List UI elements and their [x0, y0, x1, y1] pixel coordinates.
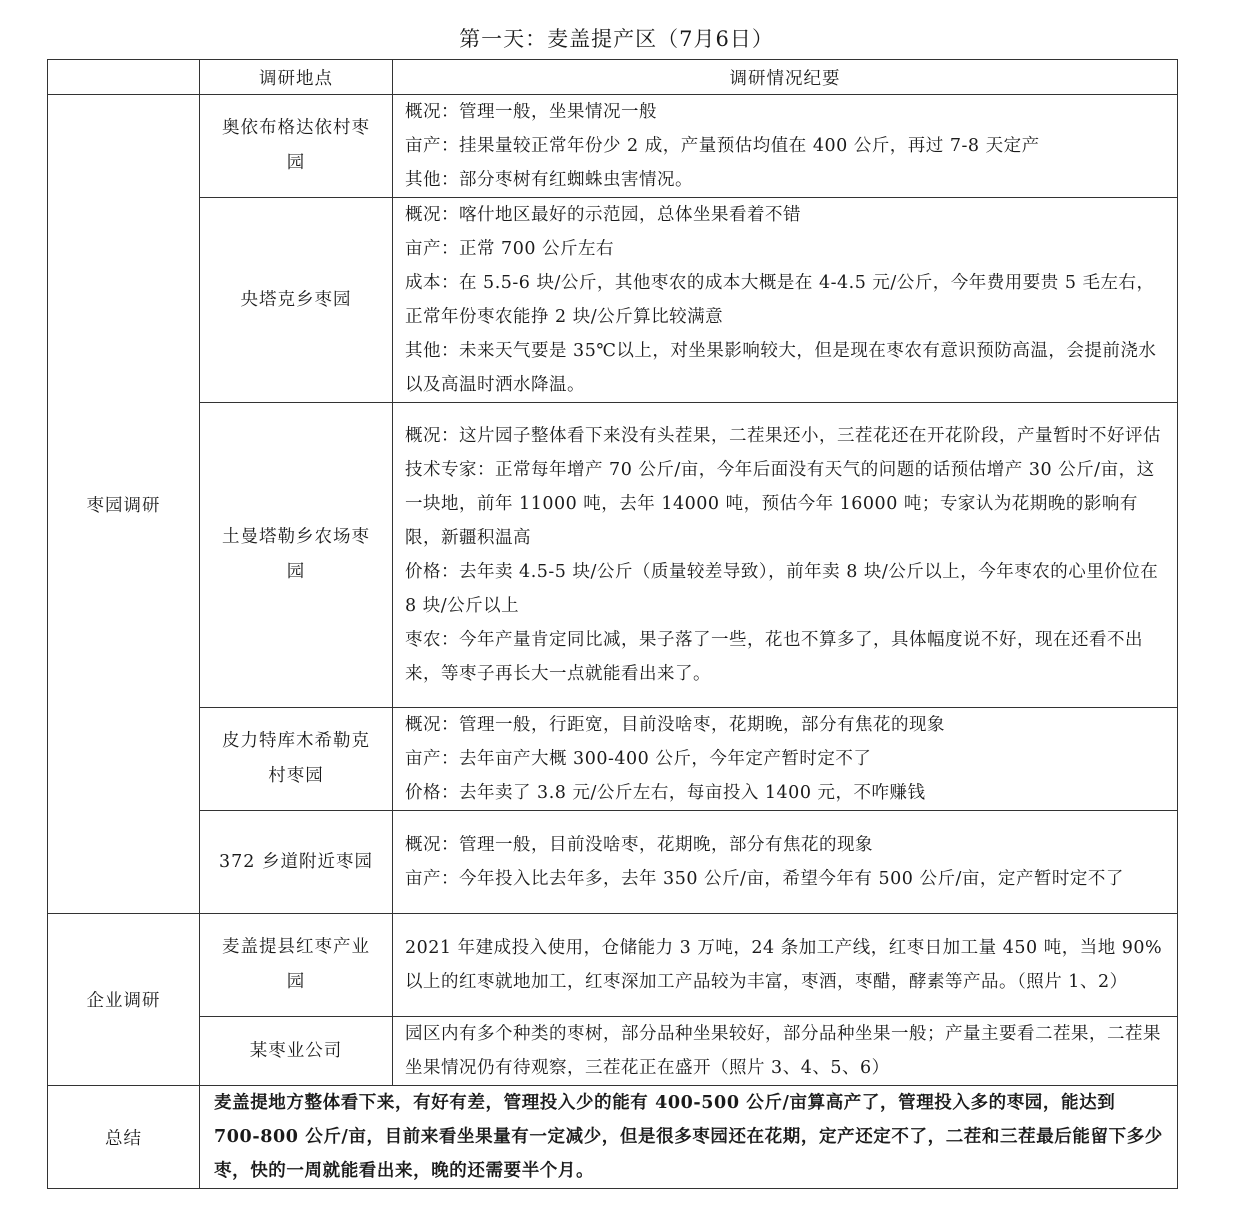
site-notes	[393, 403, 1178, 708]
survey-table	[47, 59, 1178, 1189]
site-location: 372 乡道附近枣园	[200, 811, 393, 914]
note-line: 枣农：今年产量肯定同比减，果子落了一些，花也不算多了，具体幅度说不好，现在还看不出来，等枣子再长大一点就能看出来了。	[405, 630, 1143, 684]
note-line: 概况：管理一般，行距宽，目前没啥枣，花期晚，部分有焦花的现象	[405, 715, 945, 735]
note-line: 概况：管理一般，坐果情况一般	[405, 102, 657, 122]
page-title: 第一天：麦盖提产区（7月6日）	[459, 27, 774, 51]
site-location: 皮力特库木希勒克村枣园	[200, 708, 393, 811]
note-line: 成本：在 5.5-6 块/公斤，其他枣农的成本大概是在 4-4.5 元/公斤，今年费用要贵 5 毛左右，正常年份枣农能挣 2 块/公斤算比较满意	[405, 273, 1155, 327]
summary-row	[48, 1086, 1178, 1189]
note-line: 其他：部分枣树有红蜘蛛虫害情况。	[405, 170, 693, 190]
header-blank	[48, 60, 200, 95]
site-notes	[393, 1017, 1178, 1086]
category-enterprise: 企业调研	[48, 914, 200, 1086]
site-notes	[393, 95, 1178, 198]
site-notes	[393, 198, 1178, 403]
table-row	[48, 198, 1178, 403]
note-line: 价格：去年卖 4.5-5 块/公斤（质量较差导致），前年卖 8 块/公斤以上，今年枣农的心里价位在 8 块/公斤以上	[405, 562, 1159, 616]
note-line: 技术专家：正常每年增产 70 公斤/亩，今年后面没有天气的问题的话预估增产 30 公斤/亩，这一块地，前年 11000 吨，去年 14000 吨，预估今年 16000 吨；专家认为花期晚的影响有限，新疆积温高	[405, 460, 1155, 548]
note-line: 园区内有多个种类的枣树，部分品种坐果较好，部分品种坐果一般；产量主要看二茬果，二茬果坐果情况仍有待观察，三茬花正在盛开（照片 3、4、5、6）	[405, 1024, 1161, 1078]
table-row	[48, 708, 1178, 811]
note-line: 亩产：挂果量较正常年份少 2 成，产量预估均值在 400 公斤，再过 7-8 天定产	[405, 136, 1040, 156]
note-line: 2021 年建成投入使用，仓储能力 3 万吨，24 条加工产线，红枣日加工量 450 吨，当地 90%以上的红枣就地加工，红枣深加工产品较为丰富，枣酒，枣醋，酵素等产品。（照片 1、2）	[405, 938, 1163, 992]
site-location: 麦盖提县红枣产业园	[200, 914, 393, 1017]
table-row	[48, 95, 1178, 198]
table-row	[48, 914, 1178, 1017]
header-notes: 调研情况纪要	[393, 60, 1178, 95]
note-line: 亩产：今年投入比去年多，去年 350 公斤/亩，希望今年有 500 公斤/亩，定产暂时定不了	[405, 869, 1124, 889]
note-line: 亩产：正常 700 公斤左右	[405, 239, 615, 259]
header-location: 调研地点	[200, 60, 393, 95]
note-line: 概况：这片园子整体看下来没有头茬果，二茬果还小，三茬花还在开花阶段，产量暂时不好评估	[405, 426, 1161, 446]
note-line: 价格：去年卖了 3.8 元/公斤左右，每亩投入 1400 元，不咋赚钱	[405, 783, 926, 803]
table-row	[48, 403, 1178, 708]
site-location: 奥依布格达依村枣园	[200, 95, 393, 198]
note-line: 其他：未来天气要是 35℃以上，对坐果影响较大，但是现在枣农有意识预防高温，会提前浇水以及高温时洒水降温。	[405, 341, 1157, 395]
note-line: 概况：喀什地区最好的示范园，总体坐果看着不错	[405, 205, 801, 225]
site-notes	[393, 914, 1178, 1017]
table-row	[48, 811, 1178, 914]
category-orchard: 枣园调研	[48, 95, 200, 914]
site-notes	[393, 811, 1178, 914]
summary-text: 麦盖提地方整体看下来，有好有差，管理投入少的能有 400-500 公斤/亩算高产了，管理投入多的枣园，能达到 700-800 公斤/亩，目前来看坐果量有一定减少，但是很多枣园还在花期，定产还定不了，二茬和三茬最后能留下多少枣，快的一周就能看出来，晚的还需要半个月。	[200, 1086, 1178, 1189]
site-location: 土曼塔勒乡农场枣园	[200, 403, 393, 708]
site-notes	[393, 708, 1178, 811]
table-row	[48, 1017, 1178, 1086]
note-line: 概况：管理一般，目前没啥枣，花期晚，部分有焦花的现象	[405, 835, 873, 855]
category-summary: 总结	[48, 1086, 200, 1189]
site-location: 某枣业公司	[200, 1017, 393, 1086]
table-header-row	[48, 60, 1178, 95]
site-location: 央塔克乡枣园	[200, 198, 393, 403]
note-line: 亩产：去年亩产大概 300-400 公斤，今年定产暂时定不了	[405, 749, 872, 769]
